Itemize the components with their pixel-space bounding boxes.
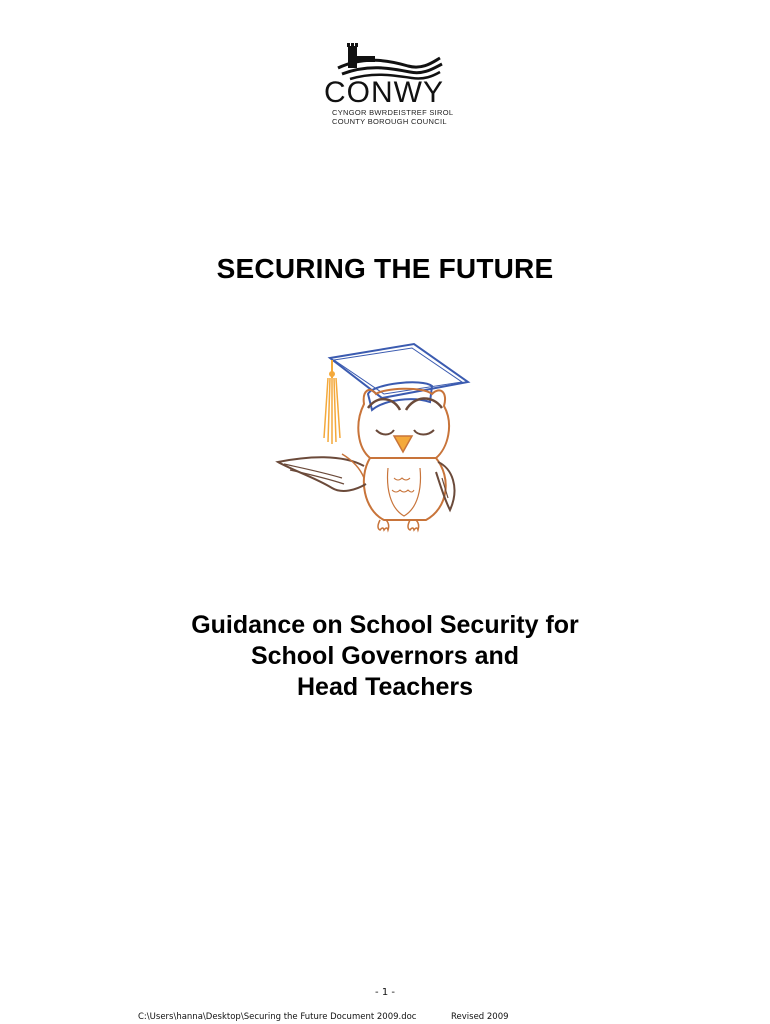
footer-revised-date: Revised 2009 — [451, 1012, 509, 1022]
document-title: SECURING THE FUTURE — [216, 253, 554, 284]
conwy-logo — [318, 38, 458, 130]
subtitle-line-1: Guidance on School Security for — [191, 611, 579, 639]
document-subtitle — [0, 610, 770, 703]
subtitle-line-3: Head Teachers — [296, 673, 473, 701]
footer-file-path: C:\Users\hanna\Desktop\Securing the Future Document 2009.doc — [138, 1012, 417, 1022]
graduate-owl-illustration — [272, 338, 472, 534]
page-number: - 1 - — [375, 987, 395, 998]
graduate-owl-icon — [272, 338, 472, 534]
logo-wordmark: CONWY — [324, 76, 444, 109]
logo-subline-welsh: CYNGOR BWRDEISTREF SIROL — [332, 108, 454, 117]
subtitle-line-2: School Governors and — [250, 642, 520, 670]
logo-subline-english: COUNTY BOROUGH COUNCIL — [332, 117, 447, 126]
